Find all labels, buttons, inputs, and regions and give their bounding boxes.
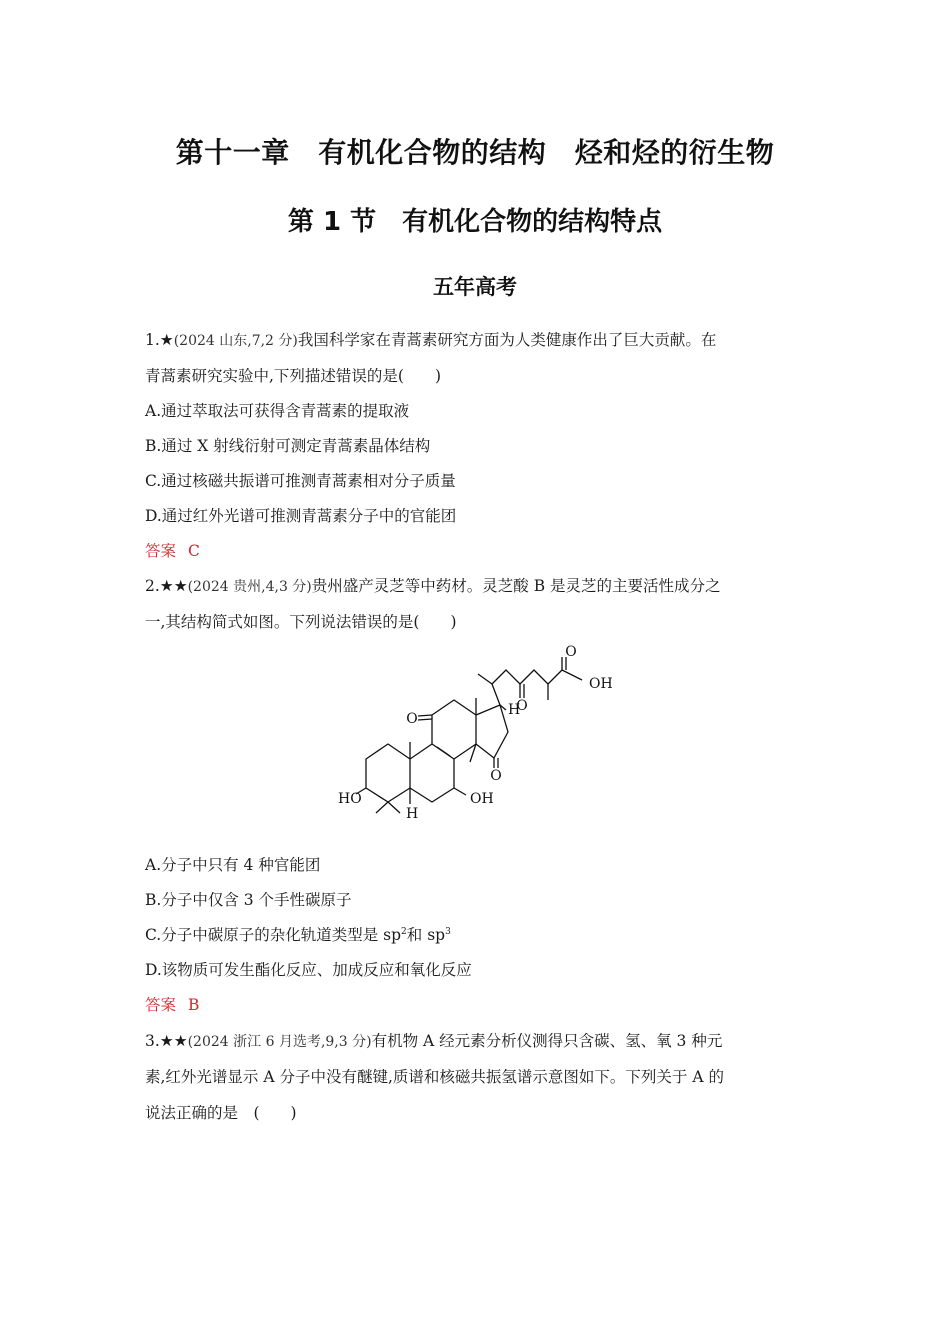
section-title: 第 1 节 有机化合物的结构特点 xyxy=(287,207,663,237)
q1-stem-text-1: 我国科学家在青蒿素研究方面为人类健康作出了巨大贡献。在 xyxy=(297,331,717,349)
q1-number: 1. xyxy=(145,331,160,349)
q1-answer xyxy=(145,540,805,562)
q2-option-c-sup-2: 2 xyxy=(401,927,407,937)
q1-option-b: B.通过 X 射线衍射可测定青蒿素晶体结构 xyxy=(145,437,431,455)
chapter-title: 第十一章 有机化合物的结构 烃和烃的衍生物 xyxy=(175,136,775,169)
label-h-bottom: H xyxy=(406,806,419,822)
q1-option-a: A.通过萃取法可获得含青蒿素的提取液 xyxy=(145,402,410,420)
q2-difficulty-stars: ★★ xyxy=(159,577,188,595)
q2-option-a: A.分子中只有 4 种官能团 xyxy=(145,856,321,874)
q1-stem-line-2: 青蒿素研究实验中,下列描述错误的是( ) xyxy=(145,367,442,385)
q2-stem-line-1 xyxy=(145,575,805,598)
q1-answer-value: C xyxy=(188,542,200,560)
label-h-top: H xyxy=(508,702,521,718)
label-o-top: O xyxy=(565,644,577,660)
label-oh-bottom: OH xyxy=(470,791,494,807)
q3-source: (2024 浙江 6 月选考,9,3 分) xyxy=(187,1034,372,1050)
q1-stem-line-1 xyxy=(145,329,805,352)
q2-answer xyxy=(145,994,805,1016)
label-o-ring: O xyxy=(490,768,502,784)
q1-source: (2024 山东,7,2 分) xyxy=(173,333,298,349)
q2-option-c-prefix: C.分子中碳原子的杂化轨道类型是 sp xyxy=(145,926,402,944)
q1-option-c: C.通过核磁共振谱可推测青蒿素相对分子质量 xyxy=(145,472,456,490)
q1-difficulty-stars: ★ xyxy=(159,331,174,349)
q2-option-d: D.该物质可发生酯化反应、加成反应和氧化反应 xyxy=(145,961,472,979)
label-o-left: O xyxy=(406,711,418,727)
subsection-title: 五年高考 xyxy=(433,275,517,299)
q3-difficulty-stars: ★★ xyxy=(159,1032,188,1050)
label-oh-acid: OH xyxy=(589,676,613,692)
q3-stem-line-3: 说法正确的是 ( ) xyxy=(145,1104,297,1122)
label-ho: HO xyxy=(338,791,362,807)
ganoderic-acid-b-structure xyxy=(330,642,630,827)
q1-answer-label: 答案 xyxy=(145,542,177,560)
q3-stem-line-2: 素,红外光谱显示 A 分子中没有醚键,质谱和核磁共振氢谱示意图如下。下列关于 A 的 xyxy=(145,1068,724,1086)
q2-source: (2024 贵州,4,3 分) xyxy=(187,579,312,595)
q3-number: 3. xyxy=(145,1032,160,1050)
q2-stem-line-2: 一,其结构简式如图。下列说法错误的是( ) xyxy=(145,613,457,631)
q2-option-b: B.分子中仅含 3 个手性碳原子 xyxy=(145,891,352,909)
q2-answer-value: B xyxy=(188,996,200,1014)
q1-option-d: D.通过红外光谱可推测青蒿素分子中的官能团 xyxy=(145,507,457,525)
label-o-chain: O xyxy=(516,698,528,714)
q2-answer-label: 答案 xyxy=(145,996,177,1014)
q2-option-c-sup-3: 3 xyxy=(445,927,451,937)
q2-number: 2. xyxy=(145,577,160,595)
q3-stem-line-1 xyxy=(145,1030,805,1053)
q2-stem-text-1: 贵州盛产灵芝等中药材。灵芝酸 B 是灵芝的主要活性成分之 xyxy=(311,577,721,595)
q2-option-c xyxy=(145,924,805,946)
q3-stem-text-1: 有机物 A 经元素分析仪测得只含碳、氢、氧 3 种元 xyxy=(371,1032,723,1050)
q2-option-c-mid: 和 sp xyxy=(406,926,446,944)
